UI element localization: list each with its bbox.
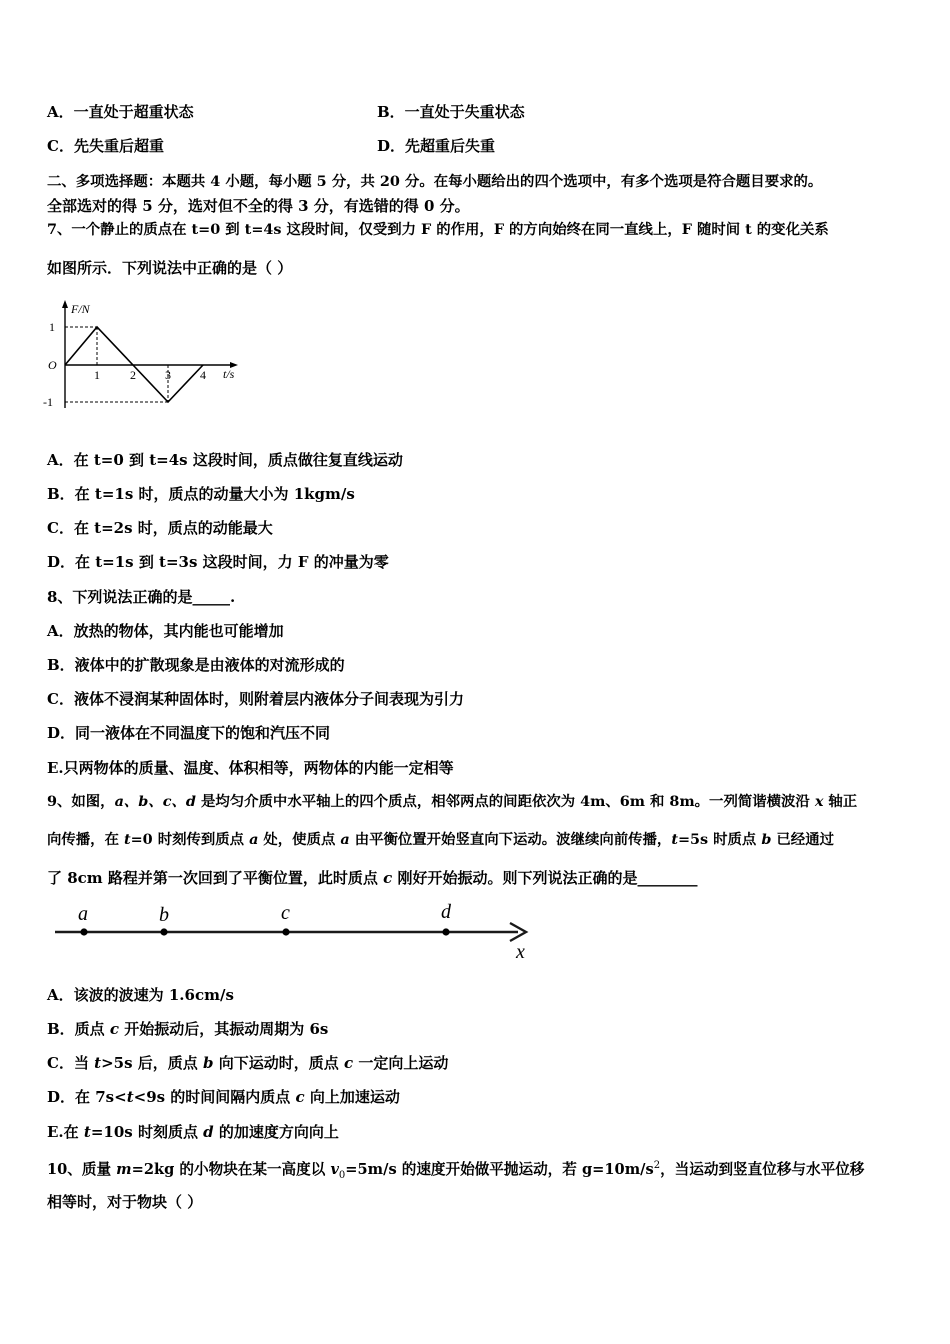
q9-option-b: B．质点 c 开始振动后，其振动周期为 6s [47,1020,329,1038]
q8-option-e: E.只两物体的质量、温度、体积相等，两物体的内能一定相等 [47,759,454,777]
q9-axis-diagram [50,898,540,968]
q9-option-c: C．当 t>5s 后，质点 b 向下运动时，质点 c 一定向上运动 [47,1054,449,1072]
q9-point-a [80,928,87,935]
q9-label-x: x [516,941,525,963]
q7-option-a: A．在 t=0 到 t=4s 这段时间，质点做往复直线运动 [47,451,403,469]
graph-origin: O [48,358,57,372]
section2-line2: 全部选对的得 5 分，选对但不全的得 3 分，有选错的得 0 分。 [47,197,470,215]
graph-xtick-4: 4 [200,368,206,382]
q10-stem-line1: 10、质量 m=2kg 的小物块在某一高度以 $v_0=5m/s$ 的速度开始做平抛运动，若 $g=10m/s^2$，当运动到竖直位移与水平位移 [47,1160,865,1181]
q9-option-a: A．该波的波速为 1.6cm/s [47,986,234,1004]
section2-line1: 二、多项选择题：本题共 4 小题，每小题 5 分，共 20 分。在每小题给出的四个选项中，有多个选项是符合题目要求的。 [47,173,823,190]
q7-option-c: C．在 t=2s 时，质点的动能最大 [47,519,273,537]
q9-option-d: D．在 7s<t<9s 的时间间隔内质点 c 向上加速运动 [47,1088,400,1106]
graph-x-label: t/s [223,367,235,381]
q7-stem-line2: 如图所示．下列说法中正确的是（ ） [47,259,293,277]
q9-label-a: a [78,903,88,925]
q9-point-c [282,928,289,935]
graph-xtick-1: 1 [94,368,100,382]
graph-xtick-2: 2 [130,368,136,382]
q10-stem-line2: 相等时，对于物块（ ） [47,1193,203,1211]
q8-option-c: C．液体不浸润某种固体时，则附着层内液体分子间表现为引力 [47,690,464,708]
q7-stem-line1: 7、一个静止的质点在 t=0 到 t=4s 这段时间，仅受到力 F 的作用，F 的方向始终在同一直线上，F 随时间 t 的变化关系 [47,221,829,238]
graph-ytick-pos: 1 [49,320,55,334]
q7-force-time-graph [40,296,250,422]
q9-label-d: d [441,901,451,923]
graph-ytick-neg: -1 [43,395,53,409]
q9-label-c: c [281,902,290,924]
q8-stem: 8、下列说法正确的是_____. [47,588,236,606]
q9-stem-line3: 了 8cm 路程并第一次回到了平衡位置，此时质点 c 刚好开始振动。则下列说法正确的是________ [47,869,698,887]
q7-option-d: D．在 t=1s 到 t=3s 这段时间，力 F 的冲量为零 [47,553,389,571]
q6-option-d: D．先超重后失重 [377,137,496,155]
q6-option-b: B．一直处于失重状态 [377,103,525,121]
q9-stem-line2: 向传播，在 t=0 时刻传到质点 a 处，使质点 a 由平衡位置开始竖直向下运动。波继续向前传播，t=5s 时质点 b 已经通过 [47,831,834,848]
q9-label-b: b [159,904,169,926]
q9-point-d [442,928,449,935]
q9-point-b [160,928,167,935]
q6-option-a: A．一直处于超重状态 [47,103,194,121]
graph-y-arrow [62,300,68,308]
q7-option-b: B．在 t=1s 时，质点的动量大小为 1kgm/s [47,485,355,503]
graph-y-label: F/N [71,302,90,316]
q9-stem-line1: 9、如图，a、b、c、d 是均匀介质中水平轴上的四个质点，相邻两点的间距依次为 4m、6m 和 8m。一列简谐横波沿 x 轴正 [47,793,858,810]
q8-option-d: D．同一液体在不同温度下的饱和汽压不同 [47,724,331,742]
q9-option-e: E.在 t=10s 时刻质点 d 的加速度方向向上 [47,1123,339,1141]
graph-xtick-3: 3 [165,368,171,382]
q8-option-a: A．放热的物体，其内能也可能增加 [47,622,284,640]
q6-option-c: C．先失重后超重 [47,137,164,155]
q8-option-b: B．液体中的扩散现象是由液体的对流形成的 [47,656,345,674]
